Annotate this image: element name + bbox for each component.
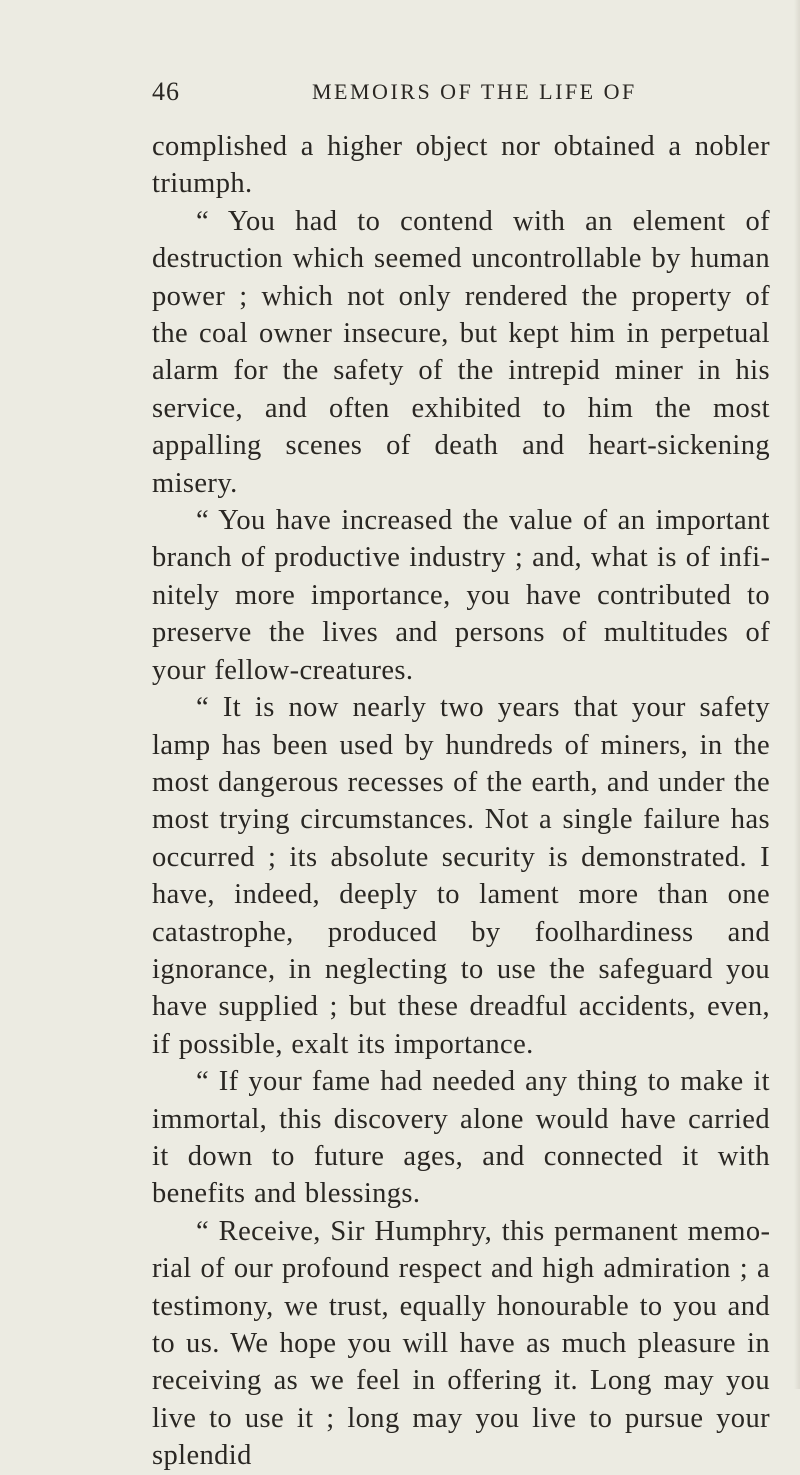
paragraph: “ You had to contend with an element of destruction which seemed uncontrollable by human power ; which not only rendered the property of the coal owner insecure, but kept him in perpetual alarm for the safety of the intrepid miner in his service, and often exhibited to him the most appalling scenes of death and heart-sickening misery. <box>152 205 770 499</box>
paragraph: “ Receive, Sir Humphry, this permanent memorial of our profound respect and high admiration ; a testimony, we trust, equally honourable to you and to us. We hope you will have as much pleasure in receiving as we feel in offering it. Long may you live to use it ; long may you live to pursue your splendid <box>152 1215 770 1472</box>
page-header <box>152 72 752 112</box>
page-edge <box>794 0 800 1389</box>
page-number: 46 <box>152 77 180 106</box>
paragraph: “ If your fame had needed any thing to make it immortal, this discovery alone would have carried it down to future ages, and connected it with benefits and blessings. <box>152 1066 770 1210</box>
body-text <box>152 128 770 1475</box>
running-head: MEMOIRS OF THE LIFE OF <box>312 79 637 104</box>
paragraph: “ It is now nearly two years that your safety lamp has been used by hundreds of miners, in the most dangerous recesses of the earth, and under the most trying circumstances. Not a single failure has occurred ; its absolute security is demonstrated. I have, indeed, deeply to lament more than one catastrophe, produced by foolhardiness and ignorance, in neglecting to use the safeguard you have supplied ; but these dreadful accidents, even, if possible, exalt its importance. <box>152 692 770 1060</box>
paragraph-continuation: complished a higher object nor obtained a nobler triumph. <box>152 131 770 200</box>
paragraph: “ You have increased the value of an important branch of productive industry ; and, what is of infinitely more importance, you have contributed to preserve the lives and persons of multitudes of your fellow-creatures. <box>152 505 770 686</box>
